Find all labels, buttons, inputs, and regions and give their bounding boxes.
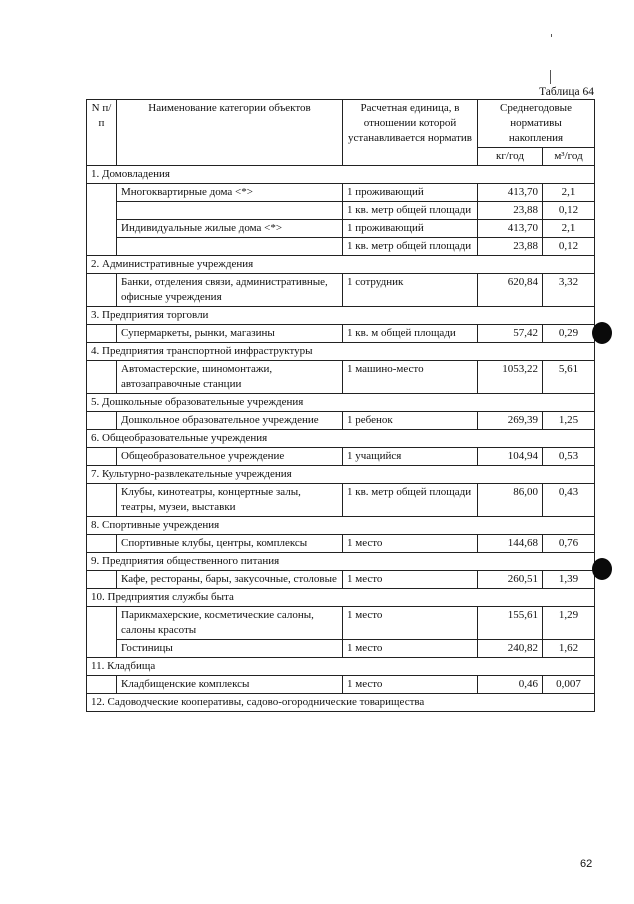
cell-norm-kg: 620,84	[478, 274, 543, 307]
col-header-m3: м³/год	[543, 148, 595, 166]
section-row	[87, 166, 595, 184]
row-number-cell	[87, 325, 117, 343]
scan-punch-hole-mark	[592, 558, 612, 580]
cell-category-name: Кладбищенские комплексы	[117, 676, 343, 694]
section-title: 9. Предприятия общественного питания	[87, 553, 595, 571]
row-number-cell	[87, 412, 117, 430]
cell-category-name: Индивидуальные жилые дома <*>	[117, 220, 343, 238]
cell-norm-kg: 240,82	[478, 640, 543, 658]
section-title: 4. Предприятия транспортной инфраструктуры	[87, 343, 595, 361]
table-body	[87, 166, 595, 712]
cell-norm-m3: 3,32	[543, 274, 595, 307]
cell-norm-kg: 260,51	[478, 571, 543, 589]
cell-norm-kg: 144,68	[478, 535, 543, 553]
table-row	[87, 535, 595, 553]
section-row	[87, 256, 595, 274]
cell-norm-m3: 0,43	[543, 484, 595, 517]
cell-unit: 1 учащийся	[343, 448, 478, 466]
cell-norm-m3: 1,62	[543, 640, 595, 658]
section-title: 12. Садоводческие кооперативы, садово-огороднические товарищества	[87, 694, 595, 712]
cell-norm-kg: 0,46	[478, 676, 543, 694]
row-number-cell	[87, 607, 117, 658]
header-row	[87, 100, 595, 148]
section-title: 11. Кладбища	[87, 658, 595, 676]
row-number-cell	[87, 274, 117, 307]
cell-unit: 1 кв. метр общей площади	[343, 202, 478, 220]
cell-unit: 1 место	[343, 571, 478, 589]
row-number-cell	[87, 484, 117, 517]
page-number: 62	[580, 858, 593, 870]
cell-category-name: Клубы, кинотеатры, концертные залы, театры, музеи, выставки	[117, 484, 343, 517]
table-row	[87, 640, 595, 658]
cell-norm-kg: 155,61	[478, 607, 543, 640]
cell-norm-m3: 0,29	[543, 325, 595, 343]
col-header-norms: Среднегодовые нормативы накопления	[478, 100, 595, 148]
section-row	[87, 466, 595, 484]
cell-norm-m3: 0,76	[543, 535, 595, 553]
cell-norm-m3: 0,12	[543, 238, 595, 256]
row-number-cell	[87, 571, 117, 589]
cell-norm-m3: 1,39	[543, 571, 595, 589]
cell-category-name: Спортивные клубы, центры, комплексы	[117, 535, 343, 553]
table-row	[87, 361, 595, 394]
cell-norm-m3: 2,1	[543, 220, 595, 238]
cell-category-name: Парикмахерские, косметические салоны, салоны красоты	[117, 607, 343, 640]
section-row	[87, 589, 595, 607]
cell-norm-m3: 1,25	[543, 412, 595, 430]
row-number-cell	[87, 676, 117, 694]
col-header-name: Наименование категории объектов	[117, 100, 343, 166]
cell-category-name	[117, 202, 343, 220]
col-header-kg: кг/год	[478, 148, 543, 166]
cell-unit: 1 место	[343, 676, 478, 694]
section-title: 10. Предприятия службы быта	[87, 589, 595, 607]
cell-unit: 1 кв. метр общей площади	[343, 238, 478, 256]
section-row	[87, 658, 595, 676]
cell-category-name: Супермаркеты, рынки, магазины	[117, 325, 343, 343]
table-row	[87, 202, 595, 220]
cell-unit: 1 ребенок	[343, 412, 478, 430]
cell-norm-m3: 5,61	[543, 361, 595, 394]
cell-norm-kg: 269,39	[478, 412, 543, 430]
cell-category-name	[117, 238, 343, 256]
section-title: 8. Спортивные учреждения	[87, 517, 595, 535]
cell-norm-kg: 413,70	[478, 220, 543, 238]
table-row	[87, 274, 595, 307]
col-header-unit: Расчетная единица, в отношении которой устанавливается норматив	[343, 100, 478, 166]
row-number-cell	[87, 361, 117, 394]
cell-category-name: Общеобразовательное учреждение	[117, 448, 343, 466]
table-row	[87, 220, 595, 238]
cell-norm-m3: 0,12	[543, 202, 595, 220]
table-row	[87, 448, 595, 466]
col-header-num: N п/п	[87, 100, 117, 166]
section-row	[87, 430, 595, 448]
cell-unit: 1 сотрудник	[343, 274, 478, 307]
cell-unit: 1 проживающий	[343, 184, 478, 202]
cell-norm-kg: 23,88	[478, 238, 543, 256]
cell-category-name: Автомастерские, шиномонтажи, автозаправочные станции	[117, 361, 343, 394]
cell-category-name: Многоквартирные дома <*>	[117, 184, 343, 202]
section-title: 6. Общеобразовательные учреждения	[87, 430, 595, 448]
table-row	[87, 238, 595, 256]
table-row	[87, 412, 595, 430]
table-row	[87, 676, 595, 694]
cell-category-name: Кафе, рестораны, бары, закусочные, столовые	[117, 571, 343, 589]
cell-norm-kg: 86,00	[478, 484, 543, 517]
cell-unit: 1 машино-место	[343, 361, 478, 394]
cell-norm-m3: 0,007	[543, 676, 595, 694]
cell-unit: 1 место	[343, 640, 478, 658]
table-row	[87, 484, 595, 517]
cell-norm-kg: 1053,22	[478, 361, 543, 394]
section-title: 2. Административные учреждения	[87, 256, 595, 274]
row-number-cell	[87, 184, 117, 256]
table-row	[87, 184, 595, 202]
section-title: 5. Дошкольные образовательные учреждения	[87, 394, 595, 412]
section-row	[87, 553, 595, 571]
cell-unit: 1 кв. м общей площади	[343, 325, 478, 343]
table-row	[87, 571, 595, 589]
norms-table	[86, 99, 595, 712]
table-row	[87, 607, 595, 640]
cell-norm-kg: 413,70	[478, 184, 543, 202]
section-row	[87, 394, 595, 412]
table-caption: Таблица 64	[539, 86, 594, 98]
row-number-cell	[87, 535, 117, 553]
section-row	[87, 694, 595, 712]
section-row	[87, 307, 595, 325]
section-title: 1. Домовладения	[87, 166, 595, 184]
scan-speck	[550, 70, 551, 84]
cell-norm-m3: 0,53	[543, 448, 595, 466]
section-title: 7. Культурно-развлекательные учреждения	[87, 466, 595, 484]
cell-norm-kg: 57,42	[478, 325, 543, 343]
cell-norm-kg: 104,94	[478, 448, 543, 466]
cell-norm-kg: 23,88	[478, 202, 543, 220]
cell-unit: 1 кв. метр общей площади	[343, 484, 478, 517]
scan-punch-hole-mark	[592, 322, 612, 344]
section-title: 3. Предприятия торговли	[87, 307, 595, 325]
cell-category-name: Банки, отделения связи, административные, офисные учреждения	[117, 274, 343, 307]
scan-speck	[551, 34, 552, 37]
table-row	[87, 325, 595, 343]
cell-category-name: Гостиницы	[117, 640, 343, 658]
cell-category-name: Дошкольное образовательное учреждение	[117, 412, 343, 430]
cell-norm-m3: 1,29	[543, 607, 595, 640]
cell-unit: 1 проживающий	[343, 220, 478, 238]
cell-unit: 1 место	[343, 535, 478, 553]
section-row	[87, 343, 595, 361]
row-number-cell	[87, 448, 117, 466]
cell-unit: 1 место	[343, 607, 478, 640]
section-row	[87, 517, 595, 535]
cell-norm-m3: 2,1	[543, 184, 595, 202]
